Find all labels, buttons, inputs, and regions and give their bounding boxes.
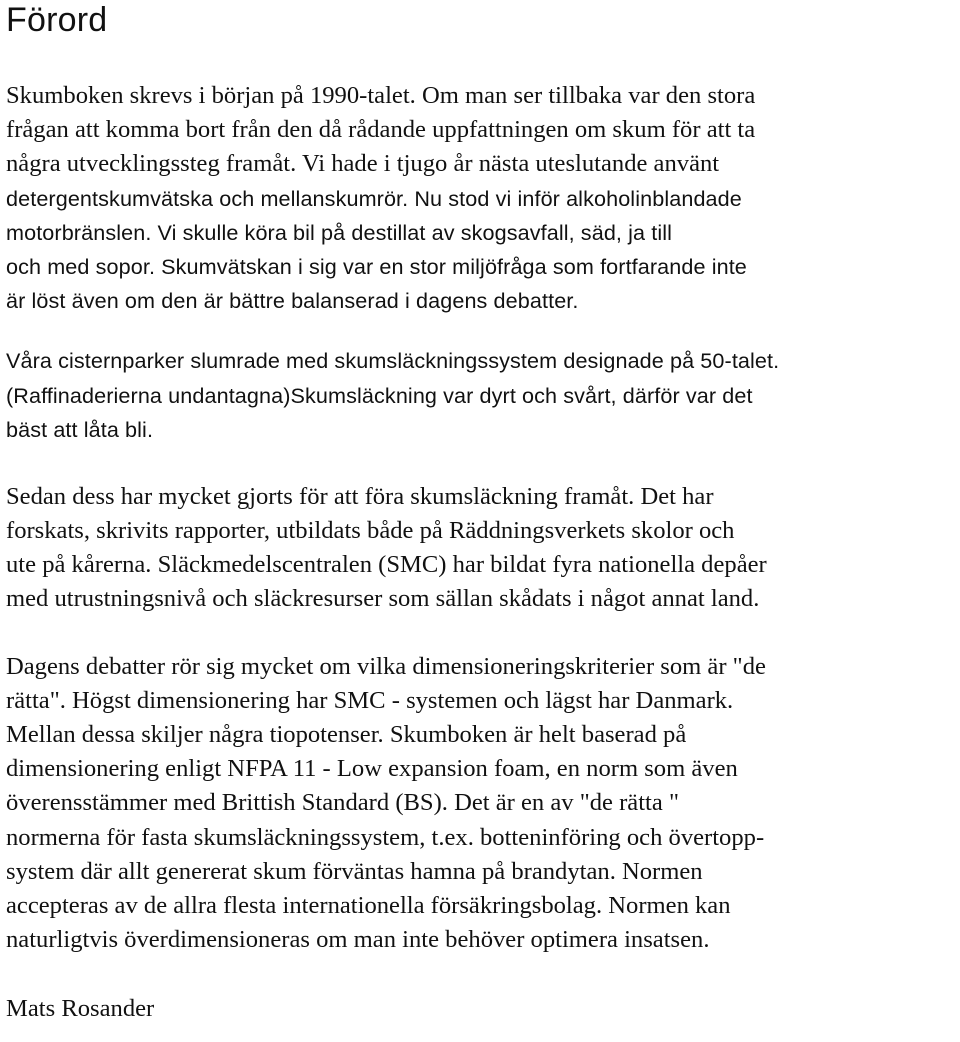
paragraph-4 (6, 650, 956, 958)
text-line: accepteras av de allra flesta internationella försäkringsbolag. Normen kan (6, 891, 731, 919)
text-line: Dagens debatter rör sig mycket om vilka dimensioneringskriterier som är "de (6, 652, 766, 680)
paragraph-3 (6, 480, 956, 617)
text-line: normerna för fasta skumsläckningssystem, t.ex. botteninföring och övertopp- (6, 823, 765, 851)
text-line: naturligtvis överdimensioneras om man inte behöver optimera insatsen. (6, 926, 710, 954)
text-line: frågan att komma bort från den då rådande uppfattningen om skum för att ta (6, 116, 756, 144)
text-line: ute på kårerna. Släckmedelscentralen (SMC) har bildat fyra nationella depåer (6, 551, 767, 579)
text-line: dimensionering enligt NFPA 11 - Low expansion foam, en norm som även (6, 755, 738, 783)
text-line: överensstämmer med Brittish Standard (BS). Det är en av "de rätta " (6, 789, 679, 817)
text-line: forskats, skrivits rapporter, utbildats både på Räddningsverkets skolor och (6, 517, 735, 545)
page-title: Förord (6, 1, 108, 39)
text-line: (Raffinaderierna undantagna)Skumsläckning var dyrt och svårt, därför var det (6, 382, 753, 408)
text-line: rätta". Högst dimensionering har SMC - systemen och lägst har Danmark. (6, 686, 734, 714)
signature: Mats Rosander (6, 995, 155, 1023)
paragraph-1 (6, 79, 956, 318)
text-line: detergentskumvätska och mellanskumrör. Nu stod vi inför alkoholinblandade (6, 185, 742, 211)
text-line: system där allt genererat skum förväntas hamna på brandytan. Normen (6, 857, 703, 885)
paragraph-2 (6, 344, 956, 447)
text-line: några utvecklingssteg framåt. Vi hade i tjugo år nästa uteslutande använt (6, 150, 720, 178)
text-line: bäst att låta bli. (6, 416, 154, 442)
text-line: är löst även om den är bättre balanserad i dagens debatter. (6, 288, 579, 314)
text-line: med utrustningsnivå och släckresurser som sällan skådats i något annat land. (6, 585, 760, 613)
text-line: Skumboken skrevs i början på 1990-talet. Om man ser tillbaka var den stora (6, 82, 756, 109)
document-page (6, 0, 956, 1027)
text-line: Sedan dess har mycket gjorts för att föra skumsläckning framåt. Det har (6, 482, 714, 510)
text-line: motorbränslen. Vi skulle köra bil på destillat av skogsavfall, säd, ja till (6, 219, 673, 245)
text-line: Mellan dessa skiljer några tiopotenser. Skumboken är helt baserad på (6, 721, 687, 748)
text-line: och med sopor. Skumvätskan i sig var en stor miljöfråga som fortfarande inte (6, 253, 747, 279)
text-line: Våra cisternparker slumrade med skumsläckningssystem designade på 50-talet. (6, 348, 780, 374)
